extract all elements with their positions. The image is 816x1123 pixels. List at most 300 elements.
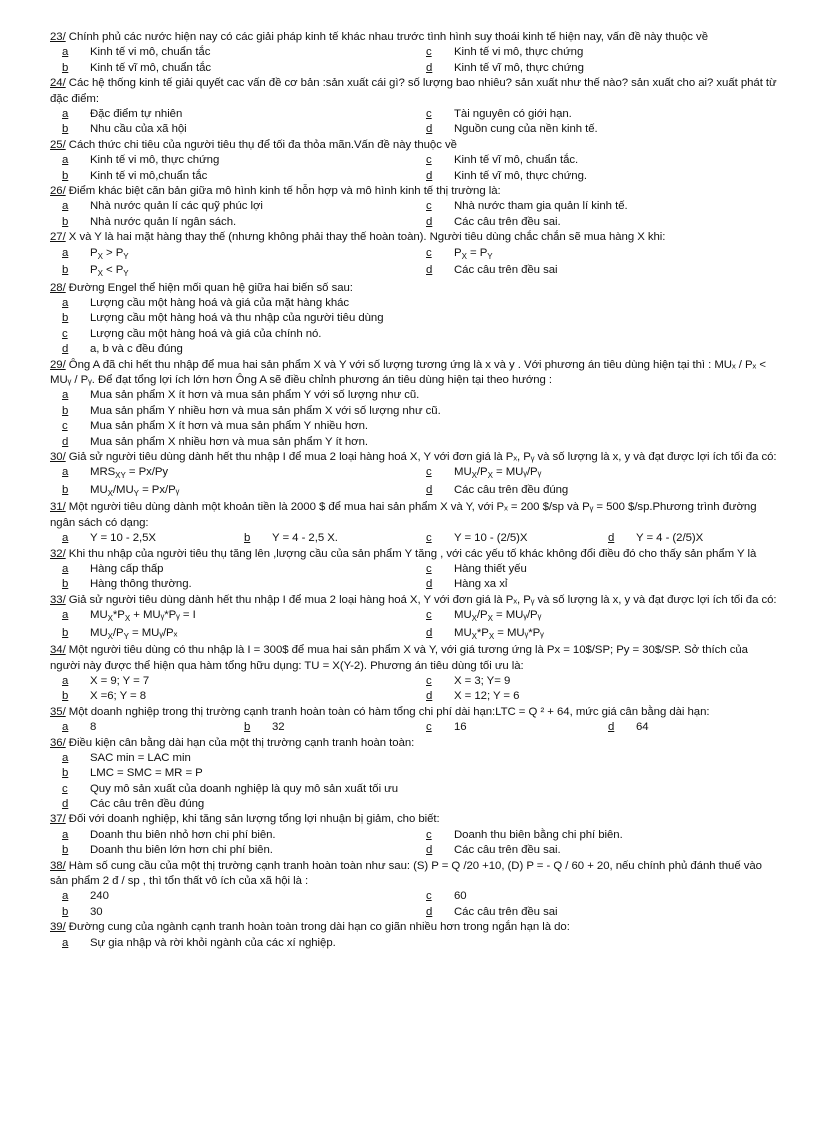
answer-option bbox=[50, 419, 778, 434]
option-text bbox=[90, 531, 156, 546]
option-row bbox=[50, 153, 778, 168]
option-text bbox=[90, 169, 207, 184]
option-text bbox=[454, 246, 493, 264]
option-text-part: Doanh thu biên bằng chi phí biên. bbox=[454, 828, 623, 841]
answer-option bbox=[50, 782, 778, 797]
option-row bbox=[50, 296, 778, 311]
option-text-part: Nhà nước quản lí các quỹ phúc lợi bbox=[90, 200, 263, 213]
question-text bbox=[50, 812, 778, 827]
option-text bbox=[454, 905, 557, 920]
option-text-part: = Px/Py bbox=[125, 466, 169, 479]
option-text bbox=[454, 465, 541, 483]
question bbox=[50, 500, 778, 546]
option-text-part: Các câu trên đều sai bbox=[454, 264, 558, 277]
option-text-part: MU bbox=[90, 609, 108, 622]
option-text bbox=[272, 531, 338, 546]
answer-option bbox=[50, 843, 414, 858]
answer-option bbox=[414, 45, 778, 60]
option-label: b bbox=[62, 123, 69, 136]
option-row bbox=[50, 388, 778, 403]
option-label: a bbox=[62, 246, 69, 259]
option-row bbox=[50, 828, 778, 843]
option-text-part: /MU bbox=[112, 483, 134, 496]
option-text bbox=[90, 689, 146, 704]
question-body: Một doanh nghiệp trong thị trường cạnh tranh hoàn toàn có hàm tổng chi phí dài hạn:LTC = Q ² + 64, mức giá cân bằng dài hạn: bbox=[65, 705, 710, 718]
option-label: d bbox=[426, 626, 433, 639]
option-subscript: X bbox=[488, 631, 495, 641]
option-text-part: = MUᵧ*Pᵧ bbox=[494, 626, 544, 639]
option-text-part: Quy mô sản xuất của doanh nghiệp là quy mô sản xuất tối ưu bbox=[90, 782, 399, 795]
question-text bbox=[50, 920, 778, 935]
option-row bbox=[50, 327, 778, 342]
question bbox=[50, 76, 778, 138]
answer-option bbox=[50, 404, 778, 419]
option-row bbox=[50, 936, 778, 951]
option-label: a bbox=[62, 828, 69, 841]
option-text-part: Y = 10 - 2,5X bbox=[90, 532, 156, 545]
option-text bbox=[90, 782, 398, 797]
option-text bbox=[90, 107, 182, 122]
option-text-part: Mua sản phẩm X ít hơn và mua sản phẩm Y nhiều hơn. bbox=[90, 420, 368, 433]
option-row bbox=[50, 626, 778, 644]
option-text-part: Kinh tế vĩ mô, chuẩn tắc bbox=[90, 61, 211, 74]
option-label: b bbox=[62, 312, 69, 325]
option-row bbox=[50, 215, 778, 230]
answer-option bbox=[414, 562, 778, 577]
answer-option bbox=[50, 531, 232, 546]
answer-option bbox=[50, 327, 778, 342]
question-number: 27/ bbox=[50, 231, 66, 244]
question-body: X và Y là hai mặt hàng thay thế (nhưng không phải thay thế hoàn toàn). Người tiêu dùng chắc chắn sẽ mua hàng X khi: bbox=[65, 231, 666, 244]
question-body: Giả sử người tiêu dùng dành hết thu nhập I để mua 2 loại hàng hoá X, Y với đơn giá là Pₓ, Pᵧ và số lượng là x, y và đạt được lợi ích tối đa có: bbox=[65, 450, 777, 463]
option-text bbox=[90, 905, 103, 920]
option-text-part: + MUᵧ*Pᵧ = I bbox=[130, 609, 196, 622]
option-label: b bbox=[62, 626, 69, 639]
option-text-part: LMC = SMC = MR = P bbox=[90, 767, 203, 780]
answer-option bbox=[50, 342, 778, 357]
option-label: c bbox=[426, 154, 432, 167]
answer-option bbox=[50, 720, 232, 735]
option-label: d bbox=[426, 578, 433, 591]
option-label: d bbox=[426, 844, 433, 857]
option-label: d bbox=[62, 798, 69, 811]
option-text-part: Kinh tế vi mô, chuẩn tắc bbox=[90, 46, 211, 59]
option-label: b bbox=[244, 721, 251, 734]
option-text-part: Kinh tế vĩ mô, thực chứng. bbox=[454, 169, 587, 182]
option-text-part: P bbox=[90, 264, 98, 277]
option-text bbox=[90, 562, 163, 577]
option-subscript: XY bbox=[115, 471, 126, 481]
option-text bbox=[90, 674, 149, 689]
option-text-part: /P bbox=[476, 609, 488, 622]
option-row bbox=[50, 199, 778, 214]
answer-option bbox=[414, 889, 778, 904]
option-text-part: < P bbox=[102, 264, 124, 277]
option-row bbox=[50, 782, 778, 797]
option-row bbox=[50, 122, 778, 137]
option-row bbox=[50, 311, 778, 326]
question-body: Ông A đã chi hết thu nhập để mua hai sản phẩm X và Y với số lượng tương ứng là x và y . Với phương án tiêu dùng hiện tại thì : MUₓ / Pₓ < MUᵧ / Pᵧ. Để đạt tổng lợi ích lớn hơn Ông A sẽ điều chỉnh phương án tiêu dùng hiện tại theo hướng : bbox=[50, 358, 766, 386]
answer-option bbox=[414, 577, 778, 592]
question-number: 39/ bbox=[50, 921, 66, 934]
option-row bbox=[50, 342, 778, 357]
question-text bbox=[50, 859, 778, 890]
answer-option bbox=[50, 311, 778, 326]
option-label: b bbox=[62, 578, 69, 591]
answer-option bbox=[414, 169, 778, 184]
option-text-part: = P bbox=[466, 246, 488, 259]
option-text bbox=[90, 327, 321, 342]
option-label: c bbox=[62, 782, 68, 795]
option-text-part: MRS bbox=[90, 466, 116, 479]
option-text bbox=[90, 483, 179, 501]
question-text bbox=[50, 450, 778, 465]
answer-option bbox=[50, 465, 414, 483]
option-label: c bbox=[426, 532, 432, 545]
option-row bbox=[50, 720, 778, 735]
answer-option bbox=[50, 435, 778, 450]
option-label: a bbox=[62, 890, 69, 903]
option-text-part: /P bbox=[476, 466, 488, 479]
option-label: d bbox=[426, 483, 433, 496]
option-text-part: 16 bbox=[454, 721, 467, 734]
option-row bbox=[50, 404, 778, 419]
option-label: c bbox=[426, 609, 432, 622]
option-text-part: = Px/Pᵧ bbox=[138, 483, 180, 496]
exam-document bbox=[50, 30, 778, 951]
option-label: c bbox=[426, 200, 432, 213]
answer-option bbox=[414, 531, 596, 546]
question-text bbox=[50, 643, 778, 674]
option-text-part: X = 12; Y = 6 bbox=[454, 690, 520, 703]
answer-option bbox=[414, 199, 778, 214]
option-text bbox=[90, 435, 368, 450]
option-text bbox=[90, 263, 129, 281]
option-text bbox=[90, 766, 203, 781]
question-number: 23/ bbox=[50, 31, 66, 43]
option-text-part: Doanh thu biên lớn hơn chi phí biên. bbox=[90, 844, 273, 857]
question-text bbox=[50, 230, 778, 245]
option-text-part: Sự gia nhập và rời khỏi ngành của các xí nghiệp. bbox=[90, 936, 336, 949]
option-text bbox=[454, 626, 544, 644]
question-text bbox=[50, 30, 778, 45]
option-text-part: Nhu cầu của xã hội bbox=[90, 123, 187, 136]
option-row bbox=[50, 61, 778, 76]
option-text-part: = MUᵧ/Pᵧ bbox=[492, 466, 542, 479]
question bbox=[50, 920, 778, 951]
question-body: Giả sử người tiêu dùng dành hết thu nhập I để mua 2 loại hàng hoá X, Y với đơn giá là Pₓ, Pᵧ và số lượng là x, y và đạt được lợi ích tối đa có: bbox=[65, 593, 777, 606]
option-text-part: MU bbox=[454, 466, 472, 479]
option-text-part: 30 bbox=[90, 905, 103, 918]
question-text bbox=[50, 358, 778, 389]
option-subscript: X bbox=[471, 471, 477, 481]
answer-option bbox=[50, 905, 414, 920]
answer-option bbox=[414, 483, 778, 501]
answer-option bbox=[50, 674, 414, 689]
option-label: b bbox=[62, 264, 69, 277]
answer-option bbox=[232, 531, 414, 546]
question-text bbox=[50, 593, 778, 608]
option-subscript: Y bbox=[487, 251, 493, 261]
option-text bbox=[90, 199, 263, 214]
option-text bbox=[90, 388, 419, 403]
option-row bbox=[50, 531, 778, 546]
option-text bbox=[90, 608, 196, 626]
option-text-part: Lượng cầu một hàng hoá và giá của chính nó. bbox=[90, 327, 322, 340]
option-text-part: Tài nguyên có giới hạn. bbox=[454, 108, 572, 120]
option-text-part: Kinh tế vĩ mô, chuẩn tắc. bbox=[454, 154, 579, 167]
option-row bbox=[50, 562, 778, 577]
option-text-part: *P bbox=[112, 609, 125, 622]
answer-option bbox=[414, 843, 778, 858]
option-subscript: X bbox=[487, 614, 493, 624]
question-number: 35/ bbox=[50, 705, 66, 718]
answer-option bbox=[414, 122, 778, 137]
answer-option bbox=[50, 483, 414, 501]
option-label: d bbox=[426, 264, 433, 277]
option-label: a bbox=[62, 751, 69, 764]
question-text bbox=[50, 76, 778, 107]
question bbox=[50, 450, 778, 500]
option-text bbox=[454, 828, 623, 843]
answer-option bbox=[414, 465, 778, 483]
option-label: b bbox=[62, 61, 69, 74]
option-row bbox=[50, 246, 778, 264]
option-subscript: Y bbox=[123, 631, 129, 641]
question-number: 30/ bbox=[50, 450, 66, 463]
option-text-part: Kinh tế vĩ mô, thực chứng bbox=[454, 61, 584, 74]
question-number: 24/ bbox=[50, 77, 66, 90]
question-body: Khi thu nhập của người tiêu thụ tăng lên ,lượng cầu của sản phẩm Y tăng , với các yếu tố khác không đổi điều đó cho thấy sản phẩm Y là bbox=[65, 547, 757, 560]
question-number: 34/ bbox=[50, 644, 66, 657]
option-text bbox=[90, 404, 441, 419]
option-label: a bbox=[62, 154, 69, 167]
option-subscript: X bbox=[471, 631, 477, 641]
answer-option bbox=[414, 107, 778, 122]
option-text bbox=[90, 153, 219, 168]
option-text bbox=[90, 419, 368, 434]
option-text-part: = MUᵧ/Pᵧ bbox=[492, 609, 542, 622]
option-text-part: X =6; Y = 8 bbox=[90, 690, 147, 703]
option-text bbox=[454, 122, 598, 137]
question-number: 33/ bbox=[50, 593, 66, 606]
option-label: c bbox=[426, 246, 432, 259]
answer-option bbox=[414, 608, 778, 626]
answer-option bbox=[414, 720, 596, 735]
option-label: d bbox=[62, 435, 69, 448]
answer-option bbox=[414, 689, 778, 704]
option-text-part: P bbox=[90, 246, 98, 259]
option-text bbox=[454, 720, 467, 735]
option-text bbox=[90, 246, 129, 264]
option-row bbox=[50, 751, 778, 766]
option-subscript: X bbox=[97, 251, 103, 261]
option-subscript: X bbox=[461, 251, 467, 261]
option-text-part: Mua sản phẩm X nhiều hơn và mua sản phẩm Y ít hơn. bbox=[90, 435, 368, 448]
answer-option bbox=[50, 766, 778, 781]
question-body: Điều kiện cân bằng dài hạn của một thị trường cạnh tranh hoàn toàn: bbox=[65, 736, 415, 749]
option-text-part: Y = 4 - (2/5)X bbox=[636, 532, 704, 545]
question-text bbox=[50, 138, 778, 153]
question bbox=[50, 736, 778, 813]
option-row bbox=[50, 889, 778, 904]
option-text-part: SAC min = LAC min bbox=[90, 751, 191, 764]
answer-option bbox=[50, 169, 414, 184]
option-text-part: Hàng cấp thấp bbox=[90, 562, 164, 575]
answer-option bbox=[414, 153, 778, 168]
option-subscript: X bbox=[124, 614, 131, 624]
answer-option bbox=[50, 626, 414, 644]
question-text bbox=[50, 736, 778, 751]
answer-option bbox=[414, 61, 778, 76]
option-text bbox=[90, 61, 211, 76]
answer-option bbox=[414, 246, 778, 264]
answer-option bbox=[50, 828, 414, 843]
option-text bbox=[454, 199, 628, 214]
option-text-part: Nhà nước quản lí ngân sách. bbox=[90, 215, 237, 228]
answer-option bbox=[50, 107, 414, 122]
option-label: b bbox=[62, 215, 69, 228]
option-text-part: = MUᵧ/Pₓ bbox=[128, 626, 178, 639]
question bbox=[50, 184, 778, 230]
option-text-part: Hàng xa xỉ bbox=[454, 578, 508, 591]
option-label: c bbox=[62, 420, 68, 433]
answer-option bbox=[414, 674, 778, 689]
answer-option bbox=[50, 296, 778, 311]
option-label: d bbox=[426, 169, 433, 182]
option-text-part: Các câu trên đều sai. bbox=[454, 844, 561, 857]
question bbox=[50, 138, 778, 184]
option-text-part: Các câu trên đều sai bbox=[454, 905, 558, 918]
option-label: b bbox=[62, 483, 69, 496]
option-text-part: 32 bbox=[272, 721, 285, 734]
option-text-part: MU bbox=[90, 483, 108, 496]
answer-option bbox=[50, 388, 778, 403]
option-row bbox=[50, 169, 778, 184]
option-text-part: Các câu trên đều đúng bbox=[90, 798, 205, 811]
option-label: c bbox=[426, 562, 432, 575]
question-text bbox=[50, 500, 778, 531]
answer-option bbox=[414, 905, 778, 920]
option-label: a bbox=[62, 296, 69, 309]
option-label: a bbox=[62, 389, 69, 402]
question-number: 26/ bbox=[50, 184, 66, 197]
answer-option bbox=[50, 246, 414, 264]
answer-option bbox=[414, 263, 778, 281]
option-text-part: Đặc điểm tự nhiên bbox=[90, 108, 183, 120]
option-text-part: MU bbox=[454, 626, 472, 639]
answer-option bbox=[414, 215, 778, 230]
option-text-part: a, b và c đều đúng bbox=[90, 343, 183, 356]
question-body: Một người tiêu dùng có thu nhập là I = 300$ để mua hai sản phẩm X và Y, với giá tương ứng là Px = 10$/SP; Py = 30$/SP. Sở thích của người này được thể hiện qua hàm tổng hữu dụng: TU = X(Y-2). Phương án tiêu dùng tối ưu là: bbox=[50, 644, 748, 672]
option-text bbox=[90, 296, 349, 311]
option-label: c bbox=[426, 466, 432, 479]
option-text-part: Các câu trên đều sai. bbox=[454, 215, 561, 228]
answer-option bbox=[596, 531, 778, 546]
question bbox=[50, 593, 778, 643]
question bbox=[50, 812, 778, 858]
option-label: a bbox=[62, 562, 69, 575]
answer-option bbox=[50, 263, 414, 281]
question-body: Điểm khác biệt căn bản giữa mô hình kinh tế hỗn hợp và mô hình kinh tế thị trường là: bbox=[65, 184, 501, 197]
option-text bbox=[90, 797, 204, 812]
option-row bbox=[50, 797, 778, 812]
question bbox=[50, 705, 778, 736]
option-text-part: /P bbox=[112, 626, 124, 639]
question-number: 25/ bbox=[50, 138, 66, 151]
question bbox=[50, 230, 778, 280]
option-text bbox=[90, 342, 183, 357]
option-label: c bbox=[426, 721, 432, 734]
answer-option bbox=[50, 577, 414, 592]
option-text bbox=[90, 577, 192, 592]
question bbox=[50, 643, 778, 705]
question-text bbox=[50, 281, 778, 296]
question-body: Các hệ thống kinh tế giải quyết cac vấn đề cơ bản :sản xuất cái gì? số lượng bao nhiêu? sản xuất như thế nào? sản xuất cho ai? xuất phát từ đặc điểm: bbox=[50, 77, 777, 105]
answer-option bbox=[50, 45, 414, 60]
question-body: Một người tiêu dùng dành một khoản tiền là 2000 $ để mua hai sản phẩm X và Y, với Pₓ = 200 $/sp và Pᵧ = 500 $/sp.Phương trình đường ngân sách có dạng: bbox=[50, 501, 757, 529]
option-text bbox=[636, 531, 703, 546]
option-subscript: X bbox=[487, 471, 493, 481]
option-label: d bbox=[426, 690, 433, 703]
option-text-part: MU bbox=[90, 626, 108, 639]
question-body: Đối với doanh nghiệp, khi tăng sản lượng tổng lợi nhuận bị giảm, cho biết: bbox=[65, 813, 440, 826]
option-text bbox=[454, 608, 541, 626]
option-text bbox=[90, 889, 109, 904]
option-label: a bbox=[62, 936, 69, 949]
question-body: Hàm số cung cầu của một thị trường cạnh tranh hoàn toàn như sau: (S) P = Q /20 +10, (D) P = - Q / 60 + 20, nếu chính phủ đánh thuế vào sản phẩm 2 đ / sp , thì tổn thất vô ích của xã hội là : bbox=[50, 859, 762, 888]
option-label: b bbox=[62, 905, 69, 918]
option-row bbox=[50, 107, 778, 122]
question bbox=[50, 30, 778, 76]
option-text-part: Các câu trên đều đúng bbox=[454, 483, 569, 496]
option-subscript: X bbox=[107, 631, 113, 641]
option-text-part: Lượng cầu một hàng hoá và thu nhập của người tiêu dùng bbox=[90, 312, 384, 325]
question-text bbox=[50, 547, 778, 562]
option-row bbox=[50, 419, 778, 434]
option-text bbox=[454, 215, 561, 230]
option-label: a bbox=[62, 674, 69, 687]
option-subscript: X bbox=[97, 269, 103, 279]
question-body: Đường Engel thể hiện mối quan hệ giữa hai biến số sau: bbox=[65, 281, 353, 294]
option-subscript: Y bbox=[133, 488, 139, 498]
option-label: b bbox=[62, 767, 69, 780]
option-label: a bbox=[62, 532, 69, 545]
option-label: b bbox=[62, 169, 69, 182]
option-label: c bbox=[426, 828, 432, 841]
option-text bbox=[454, 169, 587, 184]
question-number: 31/ bbox=[50, 501, 66, 514]
option-text bbox=[454, 153, 578, 168]
option-text bbox=[90, 311, 383, 326]
question-number: 36/ bbox=[50, 736, 66, 749]
question-body: Chính phủ các nước hiện nay có các giải pháp kinh tế khác nhau trước tình hình suy thoái kinh tế hiện nay, vấn đề này thuộc về bbox=[65, 31, 708, 43]
option-text-part: MU bbox=[454, 609, 472, 622]
option-subscript: Y bbox=[123, 269, 129, 279]
answer-option bbox=[50, 61, 414, 76]
question bbox=[50, 281, 778, 358]
option-text bbox=[90, 45, 210, 60]
option-text bbox=[454, 531, 527, 546]
option-row bbox=[50, 689, 778, 704]
answer-option bbox=[50, 199, 414, 214]
option-subscript: Y bbox=[123, 251, 129, 261]
option-row bbox=[50, 905, 778, 920]
option-text-part: 60 bbox=[454, 890, 467, 903]
question-number: 32/ bbox=[50, 547, 66, 560]
question bbox=[50, 547, 778, 593]
option-text-part: Hàng thiết yếu bbox=[454, 562, 527, 575]
